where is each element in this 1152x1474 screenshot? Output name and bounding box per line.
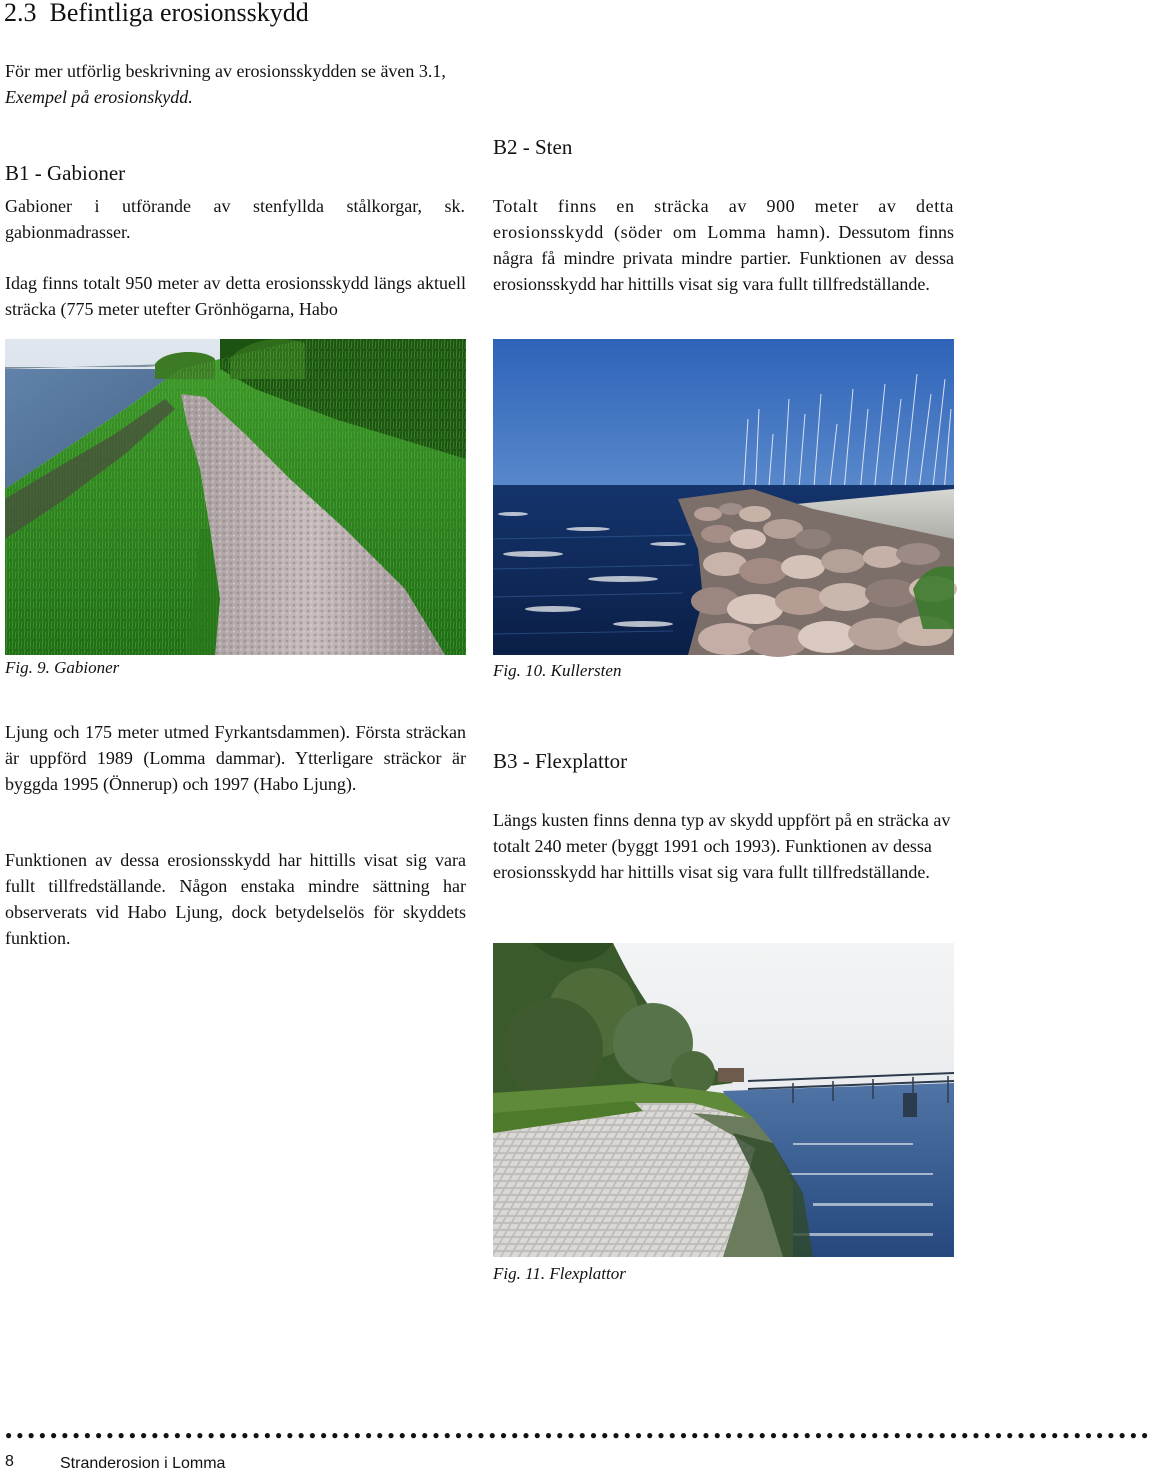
intro-paragraph: För mer utförlig beskrivning av erosionsskydden se även 3.1, Exempel på erosionskydd. [5,61,446,107]
b2-sentence-1: Totalt finns en sträcka av 900 meter av detta erosionsskydd (söder om Lomma hamn). [493,196,954,242]
b3-paragraph: Längs kusten finns denna typ av skydd uppfört på en sträcka av totalt 240 meter (byggt 1991 och 1993). Funktionen av dessa erosionsskydd har hittills visat sig vara fullt tillfredställande. [493,810,951,882]
footer-dot-rule: ●●●●●●●●●●●●●●●●●●●●●●●●●●●●●●●●●●●●●●●●●●●●●●●●●●●●●●●●●●●●●●●●●●●●●●●●●●●●●●●●●●●●●●●●●●●●●●●●●●●●●● [5,1428,1152,1442]
footer-title: Stranderosion i Lomma [60,1455,226,1472]
section-heading [4,0,564,28]
section-number: 2.3 [4,0,37,27]
b2-sentence-3: Funktionen av dessa erosionsskydd har hittills visat sig vara fullt tillfredställande. [493,248,954,294]
b3-heading: B3 - Flexplattor [493,749,628,773]
b1-paragraph-1: Gabioner i utförande av stenfyllda stålkorgar, sk. gabionmadrasser. [5,196,465,242]
b2-sentence-2: Dessutom finns några få mindre privata mindre partier. [493,222,954,268]
b1-paragraph-4: Funktionen av dessa erosionsskydd har hittills visat sig vara fullt tillfredställande. Någon enstaka mindre sättning har observerats vid Habo Ljung, dock betydelselös för skyddets funktion. [5,850,466,948]
fig9-caption: Fig. 9. Gabioner [5,658,120,677]
flexplate-photo [493,943,954,1257]
boulder-photo [493,339,954,655]
fig11-caption: Fig. 11. Flexplattor [493,1264,626,1283]
b1-heading: B1 - Gabioner [5,161,126,185]
intro-reference: Exempel på erosionskydd. [5,87,193,107]
b2-heading: B2 - Sten [493,135,573,159]
gabion-photo [5,339,466,655]
section-title: Befintliga erosionsskydd [49,0,309,27]
page-number: 8 [5,1453,14,1470]
b2-paragraph [493,193,954,297]
fig10-caption: Fig. 10. Kullersten [493,661,622,680]
b1-paragraph-3: Ljung och 175 meter utmed Fyrkantsdammen). Första sträckan är uppförd 1989 (Lomma dammar). Ytterligare sträckor är byggda 1995 (Önnerup) och 1997 (Habo Ljung). [5,722,466,794]
b1-paragraph-2: Idag finns totalt 950 meter av detta erosionsskydd längs aktuell sträcka (775 meter utefter Grönhögarna, Habo [5,273,466,319]
